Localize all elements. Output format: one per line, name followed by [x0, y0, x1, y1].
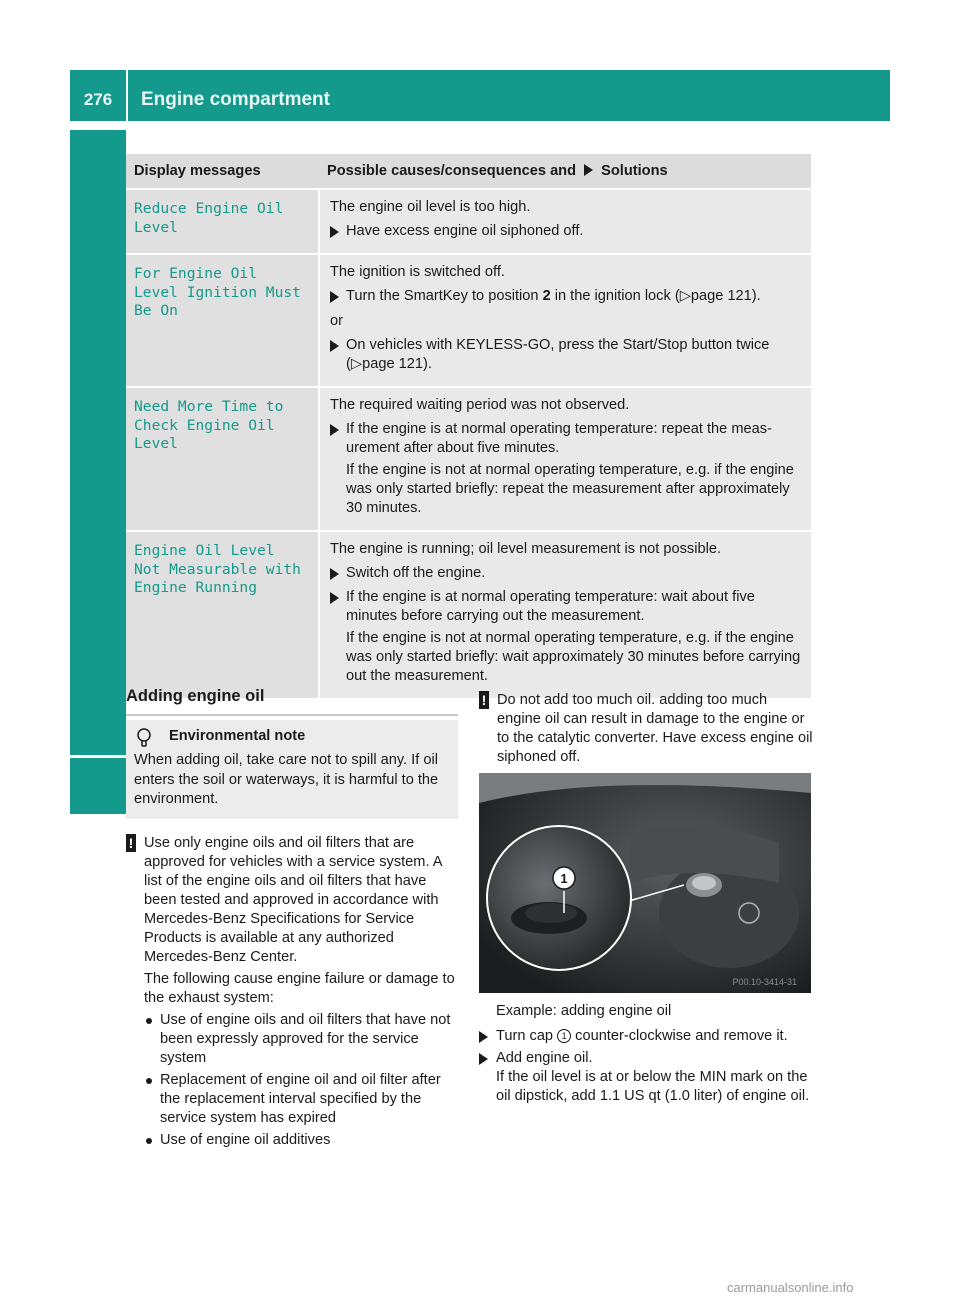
step-text: On vehicles with KEYLESS-GO, press the Start/Stop button twice (	[346, 337, 770, 372]
procedure-steps	[479, 1024, 814, 1106]
warning-paragraph: The following cause engine failure or damage to the exhaust system:	[144, 971, 455, 1006]
step-text: counter-clockwise and remove it.	[571, 1028, 788, 1044]
page-ref-icon: ▷	[679, 288, 691, 304]
figure-caption: Example: adding engine oil	[496, 1003, 672, 1019]
list-item-text: Use of engine oil additives	[160, 1132, 331, 1148]
table-header-messages: Display messages	[126, 154, 319, 189]
list-item-text: Replacement of engine oil and oil filter after the replacement interval specified by the service system has expired	[160, 1072, 441, 1126]
list-item-text: Use of engine oils and oil filters that have not been expressly approved for the service system	[160, 1012, 451, 1066]
table-row	[126, 254, 811, 387]
step-detail: If the engine is not at normal operating temperature, e.g. if the engine was only started briefly: repeat the measurement after approximately 30 minutes.	[346, 462, 794, 516]
arrow-right-icon	[330, 424, 339, 436]
page-ref-link[interactable]: page 121).	[362, 356, 432, 372]
environmental-note-text: When adding oil, take care not to spill any. If oil enters the soil or waterways, it is harmful to the environment.	[134, 752, 439, 807]
figure-code: P00.10-3414-31	[732, 977, 797, 987]
bullet-icon	[146, 1078, 152, 1084]
solution-step	[330, 564, 801, 583]
warning-note	[126, 834, 460, 967]
solution-cell	[319, 189, 811, 254]
step-detail: If the oil level is at or below the MIN mark on the oil dipstick, add 1.1 US qt (1.0 liter) of engine oil.	[496, 1069, 810, 1104]
callout-number: 1	[560, 871, 568, 886]
step-text: If the engine is at normal operating temperature: repeat the meas-urement after about five minutes.	[346, 421, 772, 456]
step-text: Have excess engine oil siphoned off.	[346, 223, 584, 239]
arrow-right-icon	[330, 291, 339, 303]
step-text: Turn cap	[496, 1028, 558, 1044]
table-header-solutions-text: Solutions	[601, 163, 668, 179]
environmental-note-title: Environmental note	[169, 728, 306, 744]
arrow-right-icon	[584, 164, 593, 176]
display-messages-table	[126, 154, 811, 700]
list-item	[126, 1071, 460, 1128]
arrow-right-icon	[330, 226, 339, 238]
table-header-causes-text: Possible causes/consequences and	[327, 163, 577, 179]
message-cell	[126, 531, 319, 699]
table-header-row	[126, 154, 811, 189]
or-text: or	[330, 313, 343, 329]
page-title: Engine compartment	[141, 89, 330, 110]
page-number: 276	[83, 90, 113, 109]
list-item	[126, 1131, 460, 1150]
solution-step	[330, 588, 801, 686]
step-text: Switch off the engine.	[346, 565, 486, 581]
side-tab-marker	[70, 758, 126, 814]
left-warning-block	[126, 834, 460, 1150]
solution-step	[330, 420, 801, 518]
warning-note	[479, 691, 814, 767]
right-warning-block	[479, 691, 814, 767]
table-header-solutions	[319, 154, 811, 189]
arrow-right-icon	[479, 1031, 488, 1043]
message-cell	[126, 387, 319, 531]
cause-text: The required waiting period was not observed.	[330, 397, 630, 413]
arrow-right-icon	[330, 568, 339, 580]
callout-number-icon: 1	[557, 1029, 571, 1043]
cause-text: The ignition is switched off.	[330, 264, 505, 280]
display-message: For Engine Oil Level Ignition Must Be On	[134, 265, 301, 319]
message-cell	[126, 189, 319, 254]
solution-step	[330, 287, 801, 306]
warning-icon: !	[479, 691, 489, 709]
step-text: Add engine oil.	[496, 1050, 593, 1066]
solution-step	[330, 336, 801, 374]
environmental-note	[126, 720, 458, 819]
procedure-step	[479, 1027, 814, 1046]
display-message: Engine Oil Level Not Measurable with Engine Running	[134, 542, 301, 596]
arrow-right-icon	[330, 340, 339, 352]
page-ref-icon: ▷	[350, 356, 363, 372]
arrow-right-icon	[479, 1053, 488, 1065]
warning-text: Use only engine oils and oil filters that are approved for vehicles with a service system. A list of the engine oils and oil filters that have been tested and approved in accordance with Mercedes-Benz Specifications for Service Products is available at any authorized Mercedes-Benz Center.	[144, 835, 442, 965]
solution-cell	[319, 254, 811, 387]
warning-icon: !	[126, 834, 136, 852]
watermark: carmanualsonline.info	[727, 1280, 854, 1295]
warning-text: Do not add too much oil. adding too much engine oil can result in damage to the engine or to the catalytic converter. Have excess engine oil siphoned off.	[497, 692, 813, 765]
page-ref-link[interactable]: page 121).	[690, 288, 761, 304]
step-text: in the ignition lock (	[550, 288, 680, 304]
display-message: Reduce Engine Oil Level	[134, 200, 284, 236]
position-number: 2	[542, 288, 551, 304]
lightbulb-icon	[136, 728, 152, 748]
message-cell	[126, 254, 319, 387]
cause-text: The engine is running; oil level measurement is not possible.	[330, 541, 722, 557]
step-text: Turn the SmartKey to position	[346, 288, 543, 304]
solution-cell	[319, 387, 811, 531]
header-divider	[126, 70, 128, 121]
section-title: Adding engine oil	[126, 687, 458, 716]
table-row	[126, 189, 811, 254]
bullet-icon	[146, 1138, 152, 1144]
solution-step	[330, 222, 801, 241]
side-tab-label: Maintenance and care	[86, 512, 109, 732]
cause-text: The engine oil level is too high.	[330, 199, 531, 215]
bullet-icon	[146, 1018, 152, 1024]
arrow-right-icon	[330, 592, 339, 604]
list-item	[126, 1011, 460, 1068]
step-detail: If the engine is not at normal operating temperature, e.g. if the engine was only started briefly: wait approximately 30 minutes before carrying out the measurement.	[346, 630, 801, 684]
display-message: Need More Time to Check Engine Oil Level	[134, 398, 284, 452]
procedure-step	[479, 1049, 814, 1106]
solution-cell	[319, 531, 811, 699]
table-row	[126, 387, 811, 531]
table-row	[126, 531, 811, 699]
step-text: If the engine is at normal operating temperature: wait about five minutes before carrying out the measurement.	[346, 589, 755, 624]
engine-illustration	[479, 773, 811, 993]
engine-oil-filler-photo	[479, 773, 811, 993]
